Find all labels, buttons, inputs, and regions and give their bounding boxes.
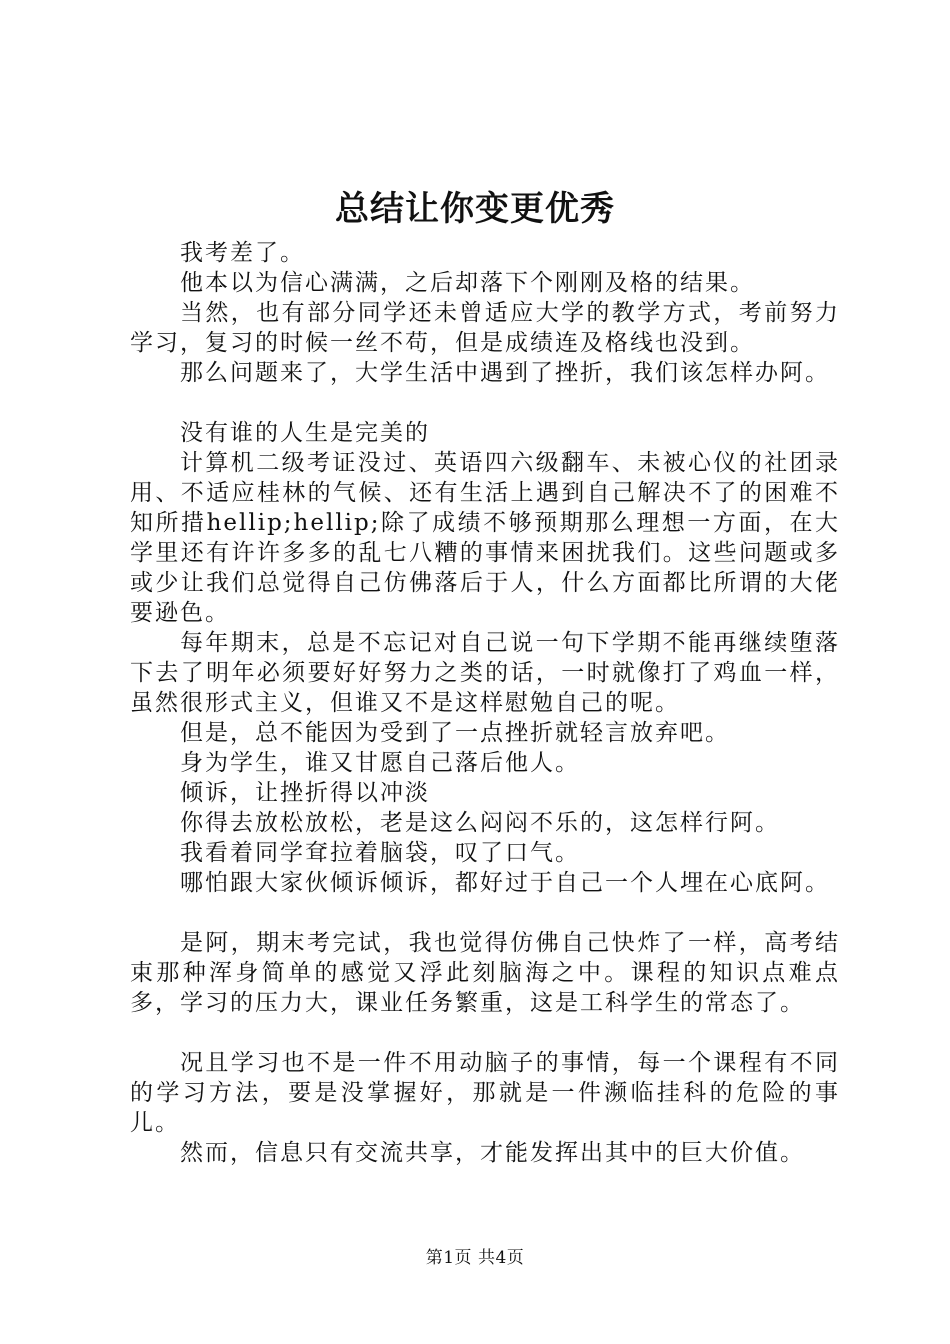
paragraph: 然而，信息只有交流共享，才能发挥出其中的巨大价值。 <box>180 1140 805 1166</box>
paragraph: 哪怕跟大家伙倾诉倾诉，都好过于自己一个人埋在心底阿。 <box>180 870 830 896</box>
paragraph-gap <box>130 1018 840 1048</box>
paragraph: 当然，也有部分同学还未曾适应大学的教学方式，考前努力学习，复习的时候一丝不苟，但是成绩连及格线也没到。 <box>130 300 840 356</box>
paragraph: 我看着同学耷拉着脑袋，叹了口气。 <box>180 840 580 866</box>
section-heading: 没有谁的人生是完美的 <box>180 420 430 446</box>
paragraph: 我考差了。 <box>180 240 305 266</box>
section-heading: 倾诉，让挫折得以冲淡 <box>180 780 430 806</box>
paragraph: 况且学习也不是一件不用动脑子的事情，每一个课程有不同的学习方法，要是没掌握好，那就是一件濒临挂科的危险的事儿。 <box>130 1050 840 1136</box>
paragraph: 但是，总不能因为受到了一点挫折就轻言放弃吧。 <box>180 720 730 746</box>
page-title: 总结让你变更优秀 <box>335 189 615 229</box>
paragraph-gap <box>130 388 840 418</box>
paragraph: 是阿，期末考完试，我也觉得仿佛自己快炸了一样，高考结束那种浑身简单的感觉又浮此刻脑海之中。课程的知识点难点多，学习的压力大，课业任务繁重，这是工科学生的常态了。 <box>130 930 840 1016</box>
page-footer: 第1页 共4页 <box>425 1248 525 1268</box>
document-body <box>130 238 840 1168</box>
paragraph: 那么问题来了，大学生活中遇到了挫折，我们该怎样办阿。 <box>180 360 830 386</box>
paragraph: 他本以为信心满满，之后却落下个刚刚及格的结果。 <box>180 270 755 296</box>
paragraph: 身为学生，谁又甘愿自己落后他人。 <box>180 750 580 776</box>
paragraph: 计算机二级考证没过、英语四六级翻车、未被心仪的社团录用、不适应桂林的气候、还有生活上遇到自己解决不了的困难不知所措hellip;hellip;除了成绩不够预期那么理想一方面，在大学里还有许许多多的乱七八糟的事情来困扰我们。这些问题或多或少让我们总觉得自己仿佛落后于人，什么方面都比所谓的大佬要逊色。 <box>130 450 840 626</box>
paragraph: 每年期末，总是不忘记对自己说一句下学期不能再继续堕落下去了明年必须要好好努力之类的话，一时就像打了鸡血一样，虽然很形式主义，但谁又不是这样慰勉自己的呢。 <box>130 630 840 716</box>
paragraph-gap <box>130 898 840 928</box>
paragraph: 你得去放松放松，老是这么闷闷不乐的，这怎样行阿。 <box>180 810 780 836</box>
